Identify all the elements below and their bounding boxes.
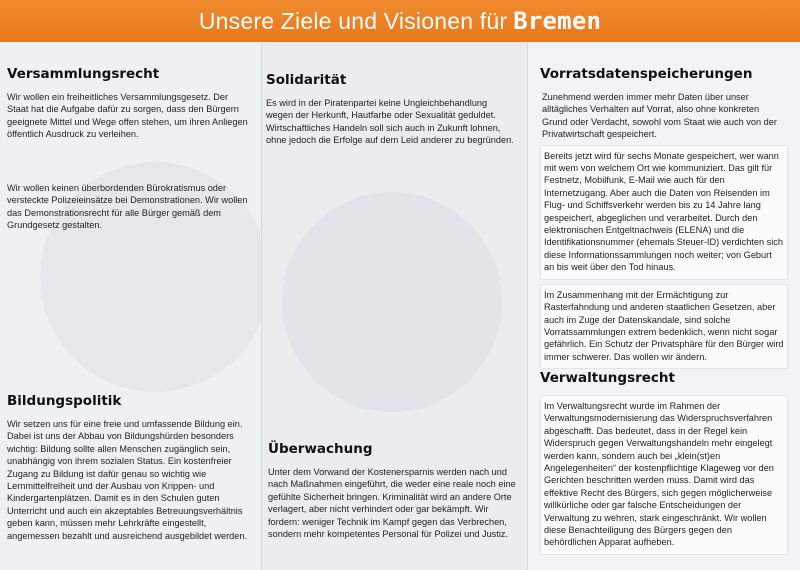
heading-ueberwachung: Überwachung <box>268 441 373 457</box>
vorratsdaten-para1: Zunehmend werden immer mehr Daten über unser alltägliches Verhalten auf Vorrat, also ohne konkreten Grund oder Verdacht, sowohl vom Staat wie auch von der Privatwirtschaft gespeichert. <box>542 92 777 140</box>
title-banner <box>0 0 800 42</box>
section-versammlungsrecht <box>7 66 251 141</box>
watermark-shape <box>282 192 502 412</box>
section-bildungspolitik <box>7 393 251 542</box>
left-panel <box>0 42 262 570</box>
banner-title: Unsere Ziele und Visionen für <box>198 7 508 34</box>
banner-city: Bremen <box>513 7 602 35</box>
section-versammlungsrecht-cont <box>7 182 251 232</box>
heading-versammlungsrecht: Versammlungsrecht <box>7 66 160 82</box>
heading-bildungspolitik: Bildungspolitik <box>7 393 122 409</box>
versammlungsrecht-para1: Wir wollen ein freiheitliches Versammlungsgesetz. Der Staat hat die Aufgabe dafür zu sorgen, dass den Bürgern geeignete Mittel und Wege offen stehen, um ihren Anliegen öffentlich Ausdruck zu verleihen. <box>7 92 248 140</box>
vorratsdaten-para2: Bereits jetzt wird für sechs Monate gespeichert, wer wann mit wem von welchem Ort wie kommuniziert. Das gilt für Festnetz, Mobilfunk, E-Mail wie auch für den Internetzugang. Aber auch die Daten von Reisenden im Flug- und Schiffsverkehr werden bis zu 14 Jahre lang gespeichert, abgeglichen und verarbeitet. Durch den elektronischen Entgeltnachweis (ELENA) und die Identifikationsnummer (ehemals Steuer-ID) verdichten sich diese Informationssammlungen noch weiter; von Geburt an bis weit über den Tod hinaus. <box>540 145 788 280</box>
section-ueberwachung <box>268 441 518 540</box>
ueberwachung-para1: Unter dem Vorwand der Kostenersparnis werden nach und nach Maßnahmen eingeführt, die weder eine reale noch eine gefühlte Sicherheit bringen. Kriminalität wird an andere Orte verlagert, aber nicht verhindert oder gar bekämpft. Wir fordern: weniger Technik im Kampf gegen das Verbrechen, sondern mehr kompetentes Personal für Polizei und Justiz. <box>268 467 516 540</box>
section-verwaltungsrecht <box>540 370 788 559</box>
heading-verwaltungsrecht: Verwaltungsrecht <box>540 370 675 386</box>
heading-solidaritaet: Solidarität <box>266 72 347 88</box>
section-solidaritaet <box>266 72 516 147</box>
versammlungsrecht-para2: Wir wollen keinen überbordenden Bürokratismus oder versteckte Polizeieinsätze bei Demonstrationen. Wir wollen das Demonstrationsrecht für alle Bürger gemäß dem Grundgesetz gestalten. <box>7 183 248 231</box>
verwaltungsrecht-para1: Im Verwaltungsrecht wurde im Rahmen der Verwaltungsmodernisierung das Widerspruchsverfahren abgeschafft. Das bedeutet, dass in der Regel kein Widerspruch gegen Verwaltungshandeln mehr eingelegt werden kann, sondern auch bei „klein(st)en Angelegenheiten“ der kostenpflichtige Klageweg vor den Gerichten beschritten werden muss. Damit wird das effektive Recht des Bürgers, sich gegen möglicherweise willkürliche oder gar falsche Entscheidungen der Verwaltung zu wehren, stark eingeschränkt. Wir wollen diese Benachteiligung des Bürgers gegen den behördlichen Apparat aufheben. <box>540 395 788 555</box>
bildungspolitik-para1: Wir setzen uns für eine freie und umfassende Bildung ein. Dabei ist uns der Abbau von Bildungshürden besonders wichtig: Bildung sollte allen Menschen zugänglich sein, unabhängig von ihrem sozialen Status. Ein kostenfreier Zugang zu Bildung ist dafür genau so wichtig wie Lernmittelfreiheit und der Ausbau von Krippen- und Kindergartenplätzen. Damit es in den Schulen guten Unterricht und auch ein akzeptables Betreuungsverhältnis geben kann, müssen mehr Lehrkräfte eingestellt, angemessen bezahlt und ausreichend ausgebildet werden. <box>7 419 248 541</box>
solidaritaet-para1: Es wird in der Piratenpartei keine Ungleichbehandlung wegen der Herkunft, Hautfarbe oder Sexualität geduldet. Wirtschaftliches Handeln soll sich auch in Zukunft lohnen, ohne jedoch die Erfolge auf dem Leid anderer zu begründen. <box>266 98 514 146</box>
right-panel <box>528 42 800 570</box>
middle-panel <box>262 42 528 570</box>
heading-vorratsdaten: Vorratsdatenspeicherungen <box>540 66 753 82</box>
section-vorratsdaten <box>540 66 788 373</box>
vorratsdaten-para3: Im Zusammenhang mit der Ermächtigung zur Rasterfahndung und anderen staatlichen Gesetzen, aber auch im Zuge der Datenskandale, sind solche Vorratssammlungen extrem bedenklich, wenn nicht sogar gefährlich. Ein Schutz der Privatsphäre für den Bürger wird immer schwerer. Das wollen wir ändern. <box>540 284 788 369</box>
